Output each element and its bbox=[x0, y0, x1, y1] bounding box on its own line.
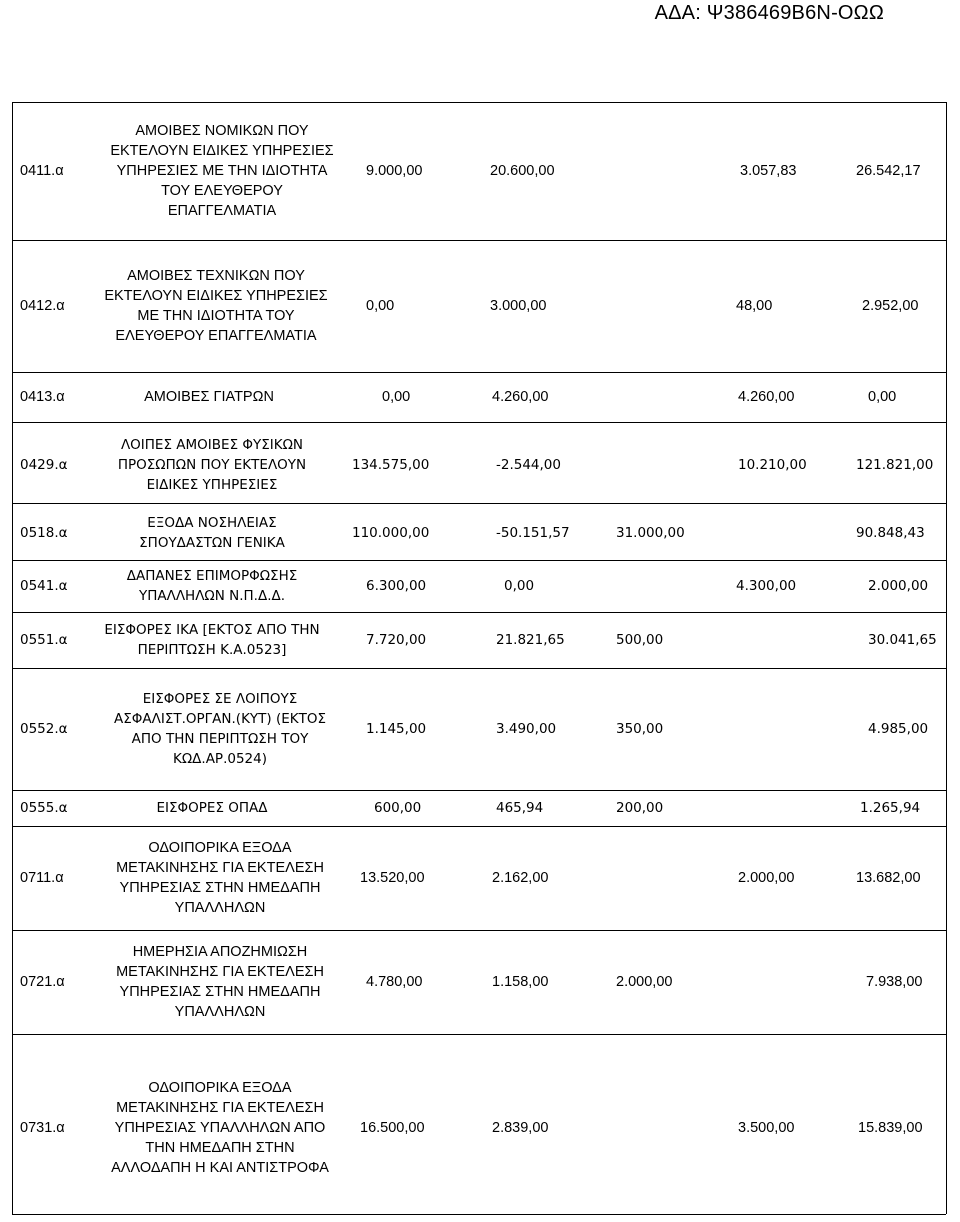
final-budget-value: 121.821,00 bbox=[856, 457, 934, 473]
final-budget-value: 13.682,00 bbox=[856, 870, 921, 886]
description-line: ΕΛΕΥΘΕΡΟΥ ΕΠΑΓΓΕΛΜΑΤΙΑ bbox=[115, 328, 317, 344]
row-code: 0413.α bbox=[20, 389, 65, 405]
column-divider bbox=[946, 1034, 947, 1214]
description-line: ΜΕΤΑΚΙΝΗΣΗΣ ΓΙΑ ΕΚΤΕΛΕΣΗ bbox=[116, 964, 324, 980]
row-description bbox=[156, 798, 267, 818]
change-value: 1.158,00 bbox=[492, 974, 549, 990]
description-line: ΕΙΣΦΟΡΕΣ ΙΚΑ [ΕΚΤΟΣ ΑΠΟ ΤΗΝ bbox=[104, 622, 320, 638]
row-description bbox=[118, 435, 306, 495]
deduction-value: 4.300,00 bbox=[736, 578, 797, 594]
row-description bbox=[139, 513, 285, 553]
row-divider bbox=[12, 612, 946, 613]
row-divider bbox=[12, 503, 946, 504]
description-line: ΑΣΦΑΛΙΣΤ.ΟΡΓΑΝ.(ΚΥΤ) (ΕΚΤΟΣ bbox=[113, 711, 327, 727]
initial-budget-value: 16.500,00 bbox=[360, 1120, 425, 1136]
row-description bbox=[116, 942, 324, 1022]
column-divider bbox=[946, 102, 947, 240]
initial-budget-value: 1.145,00 bbox=[366, 721, 427, 737]
description-line: ΜΕΤΑΚΙΝΗΣΗΣ ΓΙΑ ΕΚΤΕΛΕΣΗ bbox=[116, 860, 324, 876]
deduction-value: 2.000,00 bbox=[738, 870, 795, 886]
column-divider bbox=[12, 422, 13, 503]
change-value: -50.151,57 bbox=[496, 525, 570, 541]
deduction-value: 4.260,00 bbox=[738, 389, 795, 405]
final-budget-value: 2.000,00 bbox=[868, 578, 929, 594]
row-divider bbox=[12, 240, 946, 241]
deduction-value: 200,00 bbox=[616, 800, 664, 816]
deduction-value: 3.500,00 bbox=[738, 1120, 795, 1136]
change-value: 4.260,00 bbox=[492, 389, 549, 405]
row-divider bbox=[12, 1034, 946, 1035]
description-line: ΥΠΗΡΕΣΙΕΣ ΜΕ ΤΗΝ ΙΔΙΟΤΗΤΑ bbox=[116, 163, 328, 179]
final-budget-value: 15.839,00 bbox=[858, 1120, 923, 1136]
description-line: ΑΜΟΙΒΕΣ ΤΕΧΝΙΚΩΝ ΠΟΥ bbox=[127, 268, 305, 284]
column-divider bbox=[946, 826, 947, 930]
change-value: 3.000,00 bbox=[490, 298, 547, 314]
description-line: ΣΠΟΥΔΑΣΤΩΝ ΓΕΝΙΚΑ bbox=[139, 535, 285, 551]
deduction-value: 3.057,83 bbox=[740, 163, 797, 179]
description-line: ΕΙΣΦΟΡΕΣ ΣΕ ΛΟΙΠΟΥΣ bbox=[142, 691, 298, 707]
deduction-value: 10.210,00 bbox=[738, 457, 807, 473]
description-line: ΟΔΟΙΠΟΡΙΚΑ ΕΞΟΔΑ bbox=[148, 1080, 292, 1096]
row-description bbox=[116, 838, 324, 918]
column-divider bbox=[946, 560, 947, 612]
column-divider bbox=[946, 372, 947, 422]
final-budget-value: 2.952,00 bbox=[862, 298, 919, 314]
change-value: 2.162,00 bbox=[492, 870, 549, 886]
description-line: ΥΠΗΡΕΣΙΑΣ ΥΠΑΛΛΗΛΩΝ ΑΠΟ bbox=[114, 1120, 326, 1136]
initial-budget-value: 4.780,00 bbox=[366, 974, 423, 990]
final-budget-value: 90.848,43 bbox=[856, 525, 925, 541]
description-line: ΤΟΥ ΕΛΕΥΘΕΡΟΥ bbox=[161, 183, 283, 199]
row-divider bbox=[12, 826, 946, 827]
row-description bbox=[110, 121, 333, 221]
description-line: ΕΠΑΓΓΕΛΜΑΤΙΑ bbox=[167, 203, 277, 219]
row-code: 0731.α bbox=[20, 1120, 65, 1136]
column-divider bbox=[12, 1034, 13, 1214]
change-value: 465,94 bbox=[496, 800, 544, 816]
row-description bbox=[104, 266, 327, 346]
initial-budget-value: 7.720,00 bbox=[366, 632, 427, 648]
initial-budget-value: 0,00 bbox=[366, 298, 395, 314]
row-code: 0429.α bbox=[20, 457, 68, 473]
row-description bbox=[111, 1078, 329, 1178]
initial-budget-value: 134.575,00 bbox=[352, 457, 430, 473]
row-divider bbox=[12, 560, 946, 561]
description-line: ΥΠΑΛΛΗΛΩΝ bbox=[174, 1004, 266, 1020]
row-description bbox=[144, 387, 274, 407]
final-budget-value: 7.938,00 bbox=[866, 974, 923, 990]
column-divider bbox=[12, 930, 13, 1034]
initial-budget-value: 9.000,00 bbox=[366, 163, 423, 179]
description-line: ΔΑΠΑΝΕΣ ΕΠΙΜΟΡΦΩΣΗΣ bbox=[126, 568, 298, 584]
column-divider bbox=[12, 372, 13, 422]
initial-budget-value: 600,00 bbox=[374, 800, 422, 816]
description-line: ΑΠΟ ΤΗΝ ΠΕΡΙΠΤΩΣΗ ΤΟΥ bbox=[131, 731, 309, 747]
row-code: 0541.α bbox=[20, 578, 68, 594]
deduction-value: 2.000,00 bbox=[616, 974, 673, 990]
description-line: ΥΠΗΡΕΣΙΑΣ ΣΤΗΝ ΗΜΕΔΑΠΗ bbox=[119, 880, 321, 896]
row-divider bbox=[12, 930, 946, 931]
column-divider bbox=[946, 930, 947, 1034]
row-divider bbox=[12, 422, 946, 423]
description-line: ΕΞΟΔΑ ΝΟΣΗΛΕΙΑΣ bbox=[147, 515, 277, 531]
deduction-value: 31.000,00 bbox=[616, 525, 685, 541]
description-line: ΠΕΡΙΠΤΩΣΗ Κ.Α.0523] bbox=[137, 642, 287, 658]
row-code: 0411.α bbox=[20, 163, 64, 179]
row-code: 0721.α bbox=[20, 974, 65, 990]
row-code: 0555.α bbox=[20, 800, 68, 816]
initial-budget-value: 6.300,00 bbox=[366, 578, 427, 594]
column-divider bbox=[12, 240, 13, 372]
description-line: ΥΠΗΡΕΣΙΑΣ ΣΤΗΝ ΗΜΕΔΑΠΗ bbox=[119, 984, 321, 1000]
initial-budget-value: 13.520,00 bbox=[360, 870, 425, 886]
row-divider bbox=[12, 790, 946, 791]
initial-budget-value: 110.000,00 bbox=[352, 525, 430, 541]
row-code: 0518.α bbox=[20, 525, 68, 541]
description-line: ΕΙΣΦΟΡΕΣ ΟΠΑΔ bbox=[156, 800, 268, 816]
ada-identifier: ΑΔΑ: Ψ386469Β6Ν-ΟΩΩ bbox=[654, 2, 884, 24]
description-line: ΑΜΟΙΒΕΣ ΓΙΑΤΡΩΝ bbox=[144, 389, 274, 405]
description-line: ΟΔΟΙΠΟΡΙΚΑ ΕΞΟΔΑ bbox=[148, 840, 292, 856]
row-code: 0552.α bbox=[20, 721, 68, 737]
column-divider bbox=[946, 668, 947, 790]
row-divider bbox=[12, 1214, 946, 1215]
description-line: ΗΜΕΡΗΣΙΑ ΑΠΟΖΗΜΙΩΣΗ bbox=[132, 944, 308, 960]
final-budget-value: 30.041,65 bbox=[868, 632, 937, 648]
column-divider bbox=[946, 240, 947, 372]
column-divider bbox=[946, 790, 947, 826]
column-divider bbox=[946, 503, 947, 560]
column-divider bbox=[946, 612, 947, 668]
row-divider bbox=[12, 102, 946, 103]
deduction-value: 48,00 bbox=[736, 298, 773, 314]
row-description bbox=[104, 620, 319, 660]
description-line: ΥΠΑΛΛΗΛΩΝ Ν.Π.Δ.Δ. bbox=[138, 588, 286, 604]
change-value: 3.490,00 bbox=[496, 721, 557, 737]
description-line: ΕΚΤΕΛΟΥΝ ΕΙΔΙΚΕΣ ΥΠΗΡΕΣΙΕΣ bbox=[110, 143, 334, 159]
change-value: 2.839,00 bbox=[492, 1120, 549, 1136]
change-value: 20.600,00 bbox=[490, 163, 555, 179]
row-code: 0412.α bbox=[20, 298, 65, 314]
column-divider bbox=[12, 612, 13, 668]
column-divider bbox=[12, 790, 13, 826]
change-value: 0,00 bbox=[504, 578, 535, 594]
description-line: ΛΟΙΠΕΣ ΑΜΟΙΒΕΣ ΦΥΣΙΚΩΝ bbox=[120, 437, 304, 453]
row-divider bbox=[12, 372, 946, 373]
description-line: ΤΗΝ ΗΜΕΔΑΠΗ ΣΤΗΝ bbox=[145, 1140, 295, 1156]
row-description bbox=[127, 566, 298, 606]
row-description bbox=[114, 689, 326, 769]
column-divider bbox=[12, 102, 13, 240]
column-divider bbox=[12, 560, 13, 612]
row-code: 0551.α bbox=[20, 632, 68, 648]
description-line: ΑΜΟΙΒΕΣ ΝΟΜΙΚΩΝ ΠΟΥ bbox=[135, 123, 309, 139]
description-line: ΕΙΔΙΚΕΣ ΥΠΗΡΕΣΙΕΣ bbox=[146, 477, 278, 493]
column-divider bbox=[946, 422, 947, 503]
column-divider bbox=[12, 668, 13, 790]
description-line: ΥΠΑΛΛΗΛΩΝ bbox=[174, 900, 266, 916]
description-line: ΜΕ ΤΗΝ ΙΔΙΟΤΗΤΑ ΤΟΥ bbox=[137, 308, 295, 324]
column-divider bbox=[12, 503, 13, 560]
description-line: ΠΡΟΣΩΠΩΝ ΠΟΥ ΕΚΤΕΛΟΥΝ bbox=[117, 457, 307, 473]
description-line: ΕΚΤΕΛΟΥΝ ΕΙΔΙΚΕΣ ΥΠΗΡΕΣΙΕΣ bbox=[104, 288, 328, 304]
final-budget-value: 4.985,00 bbox=[868, 721, 929, 737]
row-divider bbox=[12, 668, 946, 669]
final-budget-value: 0,00 bbox=[868, 389, 897, 405]
column-divider bbox=[12, 826, 13, 930]
deduction-value: 500,00 bbox=[616, 632, 664, 648]
row-code: 0711.α bbox=[20, 870, 64, 886]
change-value: 21.821,65 bbox=[496, 632, 565, 648]
change-value: -2.544,00 bbox=[496, 457, 561, 473]
deduction-value: 350,00 bbox=[616, 721, 664, 737]
final-budget-value: 1.265,94 bbox=[860, 800, 921, 816]
description-line: ΑΛΛΟΔΑΠΗ Η ΚΑΙ ΑΝΤΙΣΤΡΟΦΑ bbox=[111, 1160, 329, 1176]
initial-budget-value: 0,00 bbox=[382, 389, 411, 405]
final-budget-value: 26.542,17 bbox=[856, 163, 921, 179]
description-line: ΚΩΔ.ΑΡ.0524) bbox=[172, 751, 267, 767]
description-line: ΜΕΤΑΚΙΝΗΣΗΣ ΓΙΑ ΕΚΤΕΛΕΣΗ bbox=[116, 1100, 324, 1116]
